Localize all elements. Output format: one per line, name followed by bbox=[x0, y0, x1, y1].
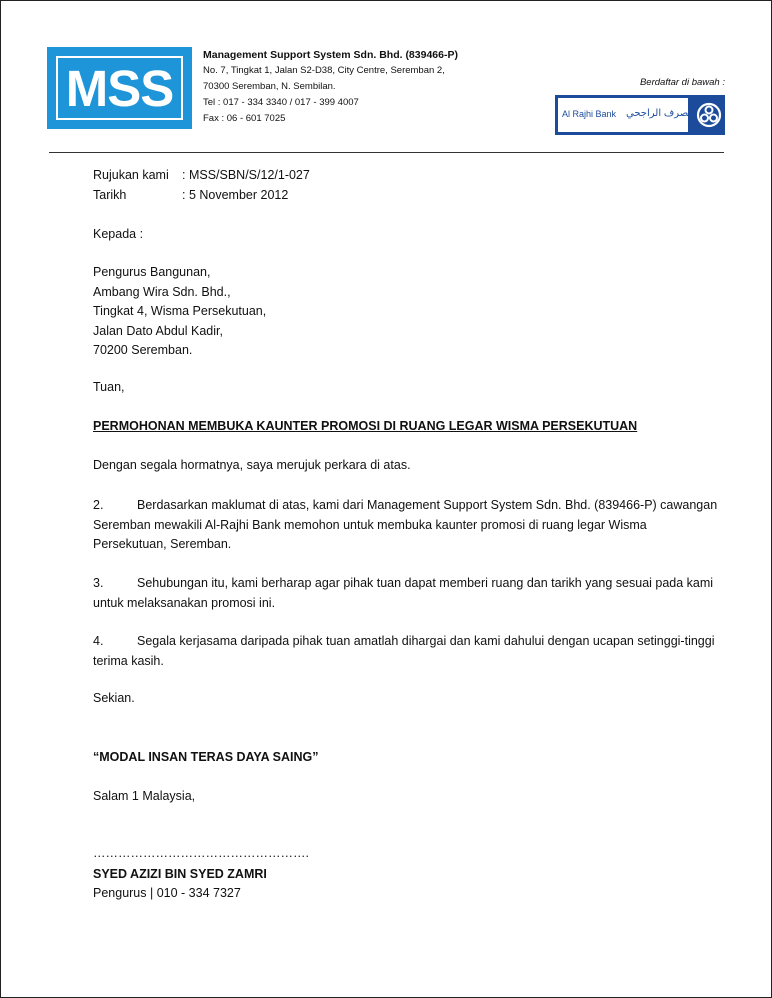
paragraph-text: Segala kerjasama daripada pihak tuan amatlah dihargai dan kami dahului dengan ucapan setinggi-tinggi bbox=[137, 634, 715, 648]
recipient-line: Tingkat 4, Wisma Persekutuan, bbox=[93, 304, 267, 318]
reference-label: Rujukan kami bbox=[93, 168, 169, 182]
paragraph-number: 4. bbox=[93, 634, 104, 648]
telephone: Tel : 017 - 334 3340 / 017 - 399 4007 bbox=[203, 97, 359, 108]
date-value: : 5 November 2012 bbox=[182, 188, 289, 202]
bank-name-box bbox=[558, 98, 694, 132]
address-line-2: 70300 Seremban, N. Sembilan. bbox=[203, 81, 336, 92]
recipient-line: 70200 Seremban. bbox=[93, 343, 193, 357]
paragraph-text: Berdasarkan maklumat di atas, kami dari Management Support System Sdn. Bhd. (839466-P) cawangan bbox=[137, 498, 718, 512]
bank-emblem-icon bbox=[693, 99, 725, 131]
signatory-name: SYED AZIZI BIN SYED ZAMRI bbox=[93, 867, 267, 881]
paragraph-number: 3. bbox=[93, 576, 104, 590]
date-label: Tarikh bbox=[93, 188, 127, 202]
paragraph-4 bbox=[93, 632, 726, 671]
closing: Sekian. bbox=[93, 691, 135, 705]
reference-value: : MSS/SBN/S/12/1-027 bbox=[182, 168, 310, 182]
paragraph-2 bbox=[93, 496, 726, 555]
paragraph-text: untuk melaksanakan promosi ini. bbox=[93, 595, 276, 610]
paragraph-3 bbox=[93, 574, 726, 613]
salutation: Tuan, bbox=[93, 380, 125, 394]
address-line-1: No. 7, Tingkat 1, Jalan S2-D38, City Centre, Seremban 2, bbox=[203, 65, 445, 76]
recipient-line: Pengurus Bangunan, bbox=[93, 265, 211, 279]
header-divider bbox=[49, 152, 724, 153]
signature-dots: ……………………………………………. bbox=[93, 846, 309, 860]
registered-under: Berdaftar di bawah : bbox=[639, 77, 725, 88]
to-label: Kepada : bbox=[93, 227, 144, 241]
company-info bbox=[203, 47, 458, 127]
signatory-title: Pengurus | 010 - 334 7327 bbox=[93, 886, 241, 900]
company-name: Management Support System Sdn. Bhd. (839466-P) bbox=[203, 49, 458, 61]
paragraph-text: Seremban mewakili Al-Rajhi Bank memohon untuk membuka kaunter promosi di ruang legar Wisma bbox=[93, 517, 647, 532]
subject-line: PERMOHONAN MEMBUKA KAUNTER PROMOSI DI RUANG LEGAR WISMA PERSEKUTUAN bbox=[93, 419, 638, 433]
paragraph-text: Sehubungan itu, kami berharap agar pihak tuan dapat memberi ruang dan tarikh yang sesuai pada kami bbox=[137, 576, 714, 590]
paragraph-text: Persekutuan, Seremban. bbox=[93, 537, 232, 551]
bank-name: Al Rajhi Bank bbox=[562, 109, 617, 119]
recipient-line: Jalan Dato Abdul Kadir, bbox=[93, 323, 223, 338]
bank-name-arabic: مصرف الراجحي bbox=[626, 108, 694, 119]
motto: “MODAL INSAN TERAS DAYA SAING” bbox=[93, 750, 319, 764]
recipient-line: Ambang Wira Sdn. Bhd., bbox=[93, 284, 231, 299]
fax: Fax : 06 - 601 7025 bbox=[203, 113, 286, 124]
recipient-address bbox=[93, 263, 726, 361]
paragraph-text: terima kasih. bbox=[93, 653, 164, 668]
greeting: Salam 1 Malaysia, bbox=[93, 789, 196, 803]
logo-text: MSS bbox=[56, 56, 183, 120]
bank-logo bbox=[555, 95, 725, 135]
mss-logo bbox=[47, 47, 192, 129]
paragraph-number: 2. bbox=[93, 498, 104, 512]
opening-line: Dengan segala hormatnya, saya merujuk perkara di atas. bbox=[93, 458, 411, 472]
